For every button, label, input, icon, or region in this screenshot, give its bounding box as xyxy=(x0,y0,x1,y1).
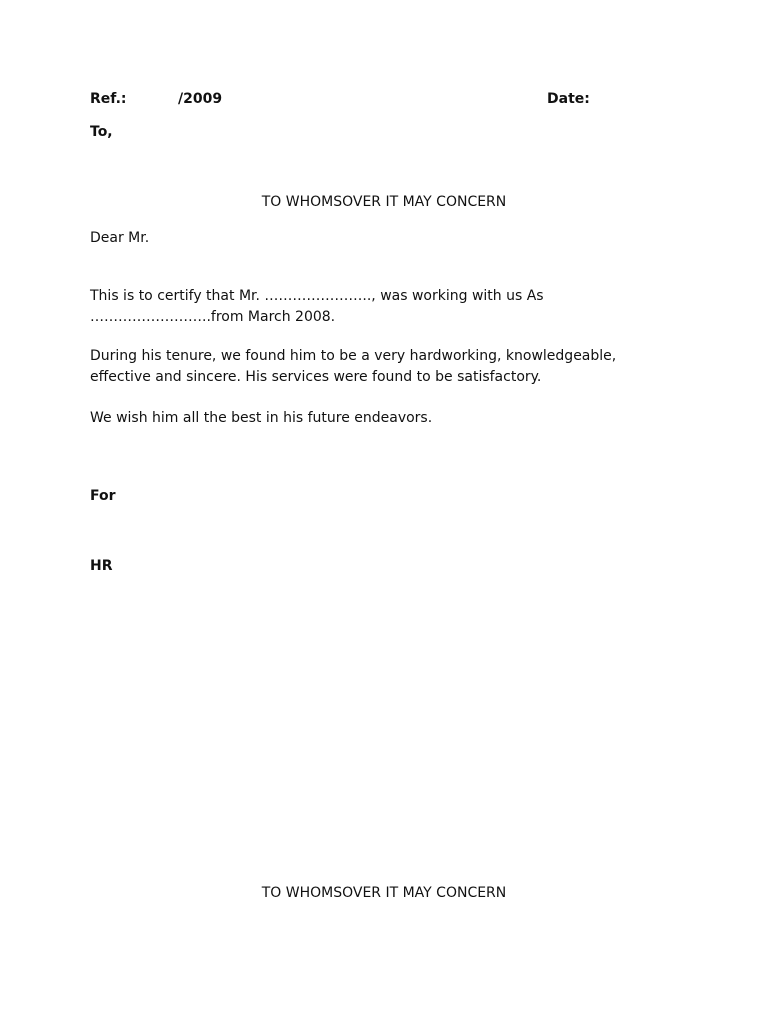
paragraph-1-line-2: ……………………..from March 2008. xyxy=(90,309,336,325)
footer-subject-heading: TO WHOMSOVER IT MAY CONCERN xyxy=(261,885,507,901)
closing: For xyxy=(90,488,116,504)
date-label: Date: xyxy=(547,91,590,107)
ref-label: Ref.: xyxy=(90,91,127,107)
salutation: Dear Mr. xyxy=(90,230,150,246)
paragraph-1-line-1: This is to certify that Mr. ………………….., was working with us As xyxy=(90,288,544,304)
paragraph-3: We wish him all the best in his future endeavors. xyxy=(90,410,433,426)
paragraph-2-line-1: During his tenure, we found him to be a very hardworking, knowledgeable, xyxy=(90,348,617,364)
paragraph-2-line-2: effective and sincere. His services were found to be satisfactory. xyxy=(90,369,542,385)
signatory: HR xyxy=(90,558,113,574)
to-label: To, xyxy=(90,124,113,140)
subject-heading: TO WHOMSOVER IT MAY CONCERN xyxy=(261,194,507,210)
ref-value: /2009 xyxy=(178,91,223,107)
